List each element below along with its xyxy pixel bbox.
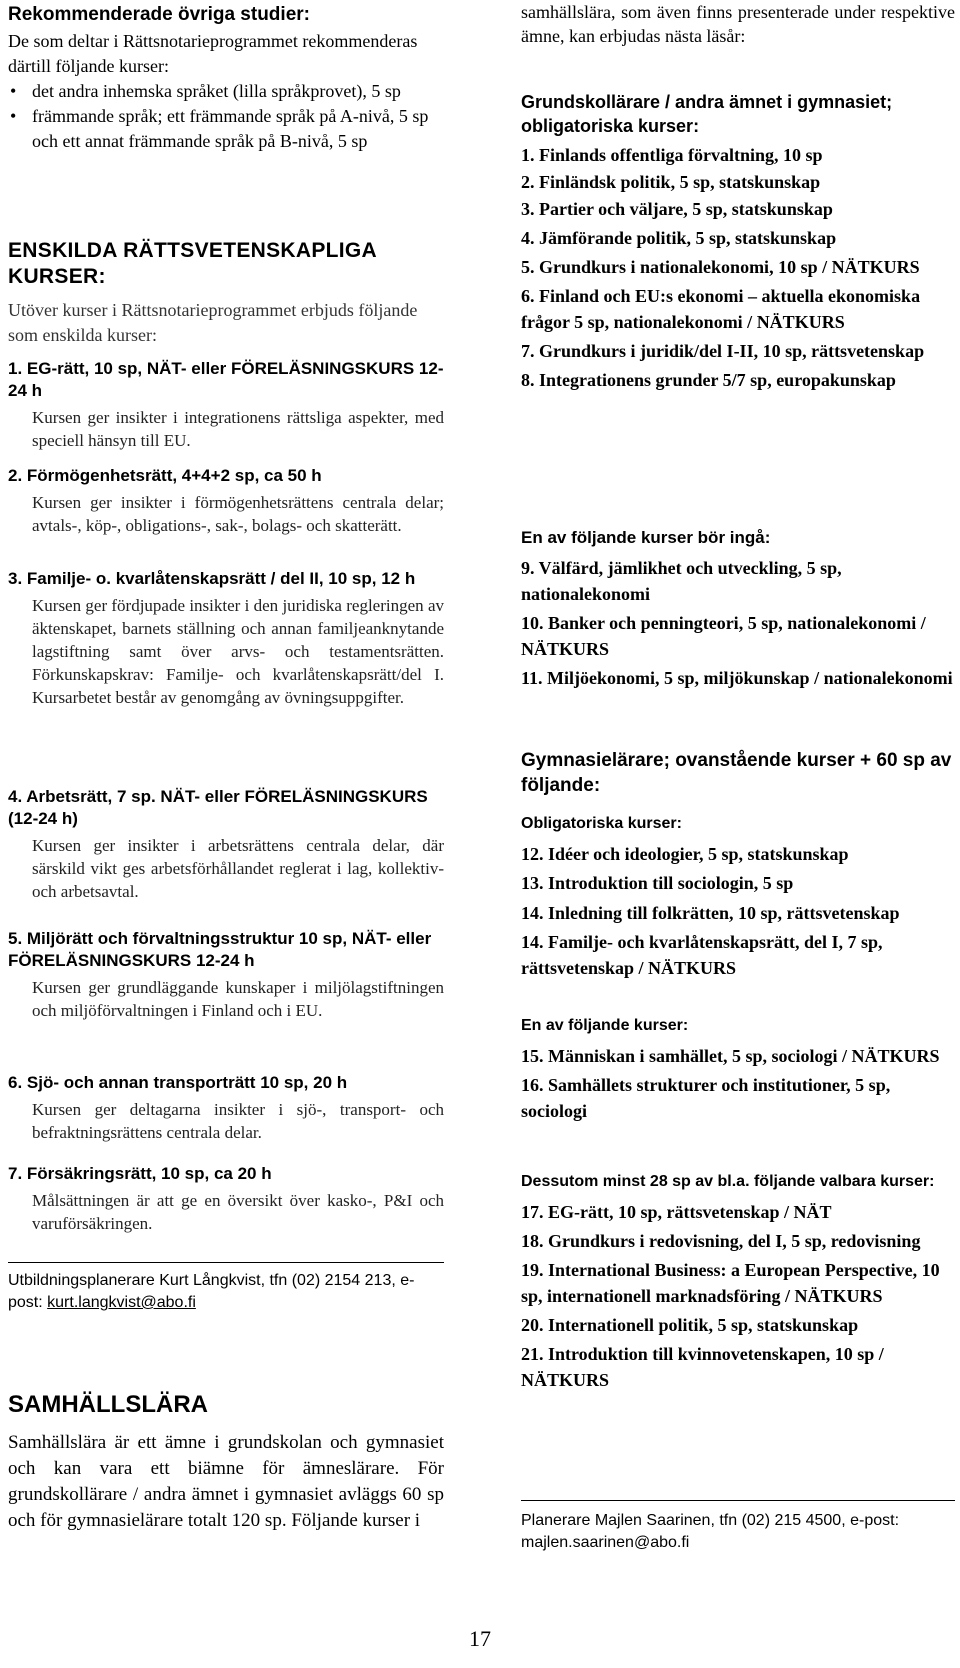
list-item: 20. Internationell politik, 5 sp, statskunskap — [521, 1315, 859, 1335]
private-courses-heading: ENSKILDA RÄTTSVETENSKAPLIGA KURSER: — [8, 239, 377, 288]
oblig-list — [521, 841, 955, 981]
private-courses-section — [8, 238, 444, 348]
contact-block — [521, 1510, 955, 1554]
course-2 — [8, 465, 444, 537]
list-item: 19. International Business: a European Perspective, 10 sp, internationell marknadsföring / NÄTKURS — [521, 1260, 940, 1306]
continued-text: samhällslära, som även finns presenterade under respektive ämne, kan erbjudas nästa läsår: — [521, 2, 955, 46]
course-description: Kursen ger insikter i arbetsrättens centrala delar, där särskild vikt ges arbetsförhållandet reglerat i lag, kollektiv- och arbetsavtal. — [32, 836, 444, 901]
extra-heading: Dessutom minst 28 sp av bl.a. följande valbara kurser: — [521, 1173, 935, 1190]
contact-label: Utbildningsplanerare Kurt Långkvist, tfn (02) 2154 213, e-post: — [8, 1272, 415, 1311]
recommended-list — [8, 79, 444, 154]
list-item: • det andra inhemska språket (lilla språkprovet), 5 sp — [8, 79, 444, 104]
extra-list — [521, 1199, 955, 1393]
list-item: 1. Finlands offentliga förvaltning, 10 sp — [521, 145, 823, 165]
course-description: Kursen ger grundläggande kunskaper i miljölagstiftningen och miljöförvaltningen i Finland och i EU. — [32, 978, 444, 1020]
samhallslara-section — [8, 1390, 444, 1534]
list-item: 6. Finland och EU:s ekonomi – aktuella ekonomiska frågor 5 sp, nationalekonomi / NÄTKURS — [521, 286, 921, 332]
contact-text: Planerare Majlen Saarinen, tfn (02) 215 4500, e-post: majlen.saarinen@abo.fi — [521, 1512, 900, 1551]
list-item: 2. Finländsk politik, 5 sp, statskunskap — [521, 172, 821, 192]
email-link[interactable]: kurt.langkvist@abo.fi — [47, 1294, 196, 1311]
extra-section — [521, 1170, 955, 1393]
course-description: Målsättningen är att ge en översikt över kasko-, P&I och varuförsäkringen. — [32, 1191, 444, 1233]
course-description: Kursen ger fördjupade insikter i den juridiska regleringen av äktenskapet, barnets ställning och annan familjeanknytande lagstiftning samt över arvs- och testamentsrätten. Förkunskapskrav: Familje- och kvarlåtenskapsrätt/del I. Kursarbetet består av genomgång av övningsuppgifter. — [32, 596, 444, 707]
private-courses-intro: Utöver kurser i Rättsnotarieprogrammet erbjuds följande som enskilda kurser: — [8, 300, 418, 345]
course-title: 5. Miljörätt och förvaltningsstruktur 10 sp, NÄT- eller FÖRELÄSNINGSKURS 12-24 h — [8, 929, 432, 970]
course-3 — [8, 568, 444, 709]
one-course-list — [521, 1043, 955, 1124]
course-4 — [8, 786, 444, 903]
list-item: 16. Samhällets strukturer och institutioner, 5 sp, sociologi — [521, 1075, 891, 1121]
list-item: 3. Partier och väljare, 5 sp, statskunskap — [521, 199, 833, 219]
course-title: 7. Försäkringsrätt, 10 sp, ca 20 h — [8, 1164, 272, 1183]
contact-block — [8, 1270, 444, 1314]
course-7 — [8, 1163, 444, 1235]
one-of-heading: En av följande kurser bör ingå: — [521, 528, 771, 547]
course-title: 6. Sjö- och annan transporträtt 10 sp, 20 h — [8, 1073, 348, 1092]
grundskol-heading: Grundskollärare / andra ämnet i gymnasiet; obligatoriska kurser: — [521, 92, 893, 136]
course-title: 1. EG-rätt, 10 sp, NÄT- eller FÖRELÄSNINGSKURS 12-24 h — [8, 359, 444, 400]
oblig-section — [521, 812, 955, 981]
course-5 — [8, 928, 444, 1022]
one-course-section — [521, 1014, 955, 1124]
list-item: 14. Inledning till folkrätten, 10 sp, rättsvetenskap — [521, 903, 900, 923]
list-item: • främmande språk; ett främmande språk på A-nivå, 5 sp och ett annat främmande språk på B-nivå, 5 sp — [8, 104, 444, 154]
course-title: 3. Familje- o. kvarlåtenskapsrätt / del II, 10 sp, 12 h — [8, 569, 416, 588]
one-course-heading: En av följande kurser: — [521, 1017, 689, 1034]
recommended-intro: De som deltar i Rättsnotarieprogrammet rekommenderas därtill följande kurser: — [8, 31, 418, 76]
course-description: Kursen ger deltagarna insikter i sjö-, transport- och befraktningsrättens centrala delar. — [32, 1100, 444, 1142]
section-text: Samhällslära är ett ämne i grundskolan och gymnasiet och kan vara ett biämne för ämneslärare. För grundskollärare / andra ämnet i gymnasiet avläggs 60 sp och för gymnasielärare totalt 120 sp. Följande kurser i — [8, 1432, 444, 1531]
divider — [521, 1500, 955, 1501]
list-item: 5. Grundkurs i nationalekonomi, 10 sp / NÄTKURS — [521, 257, 920, 277]
course-description: Kursen ger insikter i integrationens rättsliga aspekter, med speciell hänsyn till EU. — [32, 408, 444, 450]
gymnasie-section — [521, 748, 955, 798]
page-number: 17 — [469, 1626, 491, 1651]
list-item: 4. Jämförande politik, 5 sp, statskunskap — [521, 228, 837, 248]
list-item: 9. Välfärd, jämlikhet och utveckling, 5 sp, nationalekonomi — [521, 558, 842, 604]
recommended-section — [8, 2, 444, 154]
course-1 — [8, 358, 444, 452]
divider — [8, 1262, 444, 1263]
list-item: 18. Grundkurs i redovisning, del I, 5 sp, redovisning — [521, 1231, 921, 1251]
course-title: 2. Förmögenhetsrätt, 4+4+2 sp, ca 50 h — [8, 466, 322, 485]
list-item: 10. Banker och penningteori, 5 sp, nationalekonomi / NÄTKURS — [521, 613, 926, 659]
oblig-heading: Obligatoriska kurser: — [521, 815, 682, 832]
grundskol-list — [521, 142, 955, 393]
list-item: 14. Familje- och kvarlåtenskapsrätt, del I, 7 sp, rättsvetenskap / NÄTKURS — [521, 932, 883, 978]
list-item: 12. Idéer och ideologier, 5 sp, statskunskap — [521, 844, 849, 864]
grundskol-section — [521, 90, 955, 393]
list-item: 11. Miljöekonomi, 5 sp, miljökunskap / nationalekonomi — [521, 668, 953, 688]
list-item: 21. Introduktion till kvinnovetenskapen, 10 sp / NÄTKURS — [521, 1344, 884, 1390]
list-item: 15. Människan i samhället, 5 sp, sociologi / NÄTKURS — [521, 1046, 940, 1066]
course-6 — [8, 1072, 444, 1144]
list-item: 17. EG-rätt, 10 sp, rättsvetenskap / NÄT — [521, 1202, 832, 1222]
one-of-section — [521, 526, 955, 691]
list-item: 8. Integrationens grunder 5/7 sp, europakunskap — [521, 370, 896, 390]
one-of-list — [521, 555, 955, 691]
list-item: 7. Grundkurs i juridik/del I-II, 10 sp, rättsvetenskap — [521, 341, 925, 361]
section-heading: SAMHÄLLSLÄRA — [8, 1391, 208, 1418]
recommended-heading: Rekommenderade övriga studier: — [8, 4, 310, 25]
course-description: Kursen ger insikter i förmögenhetsrättens centrala delar; avtals-, köp-, obligations-, sak-, bolags- och skatterätt. — [32, 493, 444, 535]
contact-text — [8, 1270, 444, 1314]
list-item: 13. Introduktion till sociologin, 5 sp — [521, 873, 794, 893]
course-title: 4. Arbetsrätt, 7 sp. NÄT- eller FÖRELÄSNINGSKURS (12-24 h) — [8, 787, 428, 828]
gymnasie-heading: Gymnasielärare; ovanstående kurser + 60 sp av följande: — [521, 750, 952, 796]
